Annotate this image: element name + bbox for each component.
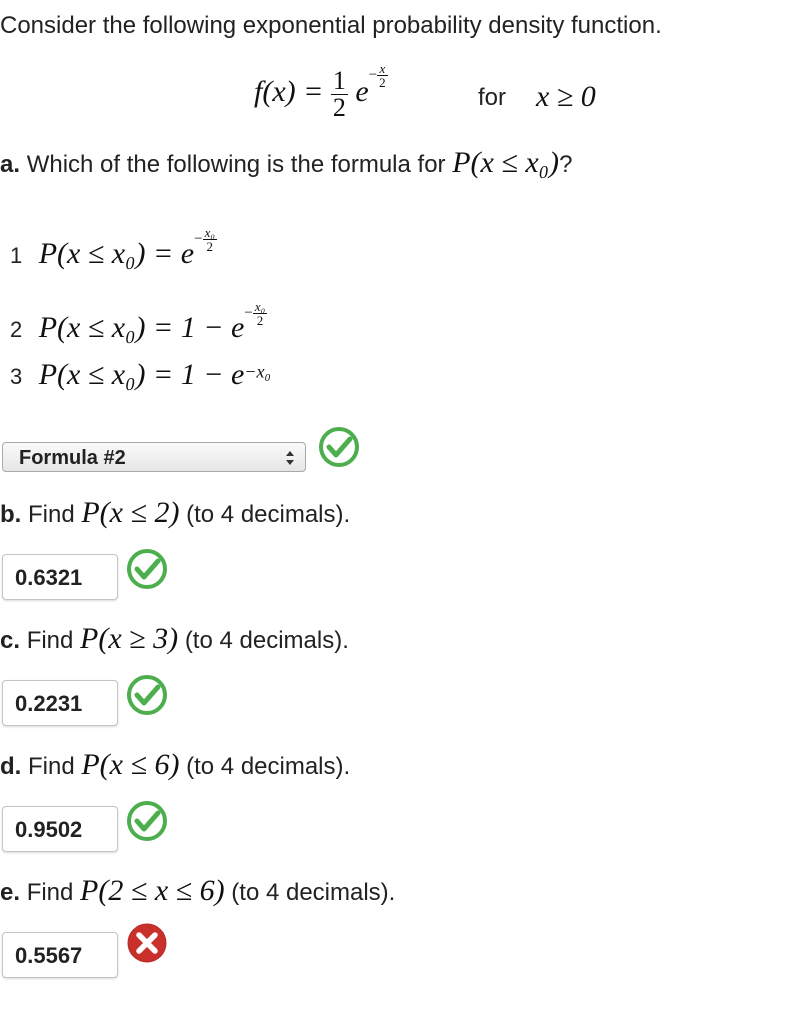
part-e-expr: P(2 ≤ x ≤ 6) xyxy=(80,874,225,907)
pdf-exp-num: x xyxy=(379,61,386,76)
option-3-lhs: P(x ≤ x₀) = 1 − xyxy=(38,358,232,391)
check-icon xyxy=(126,800,168,842)
pdf-formula xyxy=(254,62,388,121)
pdf-coef-num: 1 xyxy=(332,65,346,95)
part-b-answer-input[interactable]: 0.6321 xyxy=(2,554,118,600)
pdf-exp-den: 2 xyxy=(379,75,386,90)
check-icon xyxy=(126,548,168,590)
intro-text: Consider the following exponential probability density function. xyxy=(0,12,662,39)
select-arrows-icon xyxy=(285,449,295,467)
part-a-question xyxy=(0,146,572,180)
check-icon xyxy=(318,426,360,468)
option-2-exp-sign: − xyxy=(244,305,253,321)
option-1 xyxy=(10,226,217,271)
formula-select-value: Formula #2 xyxy=(19,447,126,469)
part-d-expr: P(x ≤ 6) xyxy=(81,748,180,781)
part-d-answer-input[interactable]: 0.9502 xyxy=(2,806,118,852)
option-2-exponent xyxy=(244,300,267,327)
pdf-coef-den: 2 xyxy=(332,92,346,122)
part-b-text-after: (to 4 decimals). xyxy=(186,501,351,528)
option-1-exp-sign: − xyxy=(194,231,203,247)
option-3-base: e xyxy=(231,358,245,391)
pdf-lhs: f(x) = xyxy=(254,74,331,108)
part-c-text-before: Find xyxy=(26,627,74,654)
part-a-qmark: ? xyxy=(559,151,573,178)
part-e-label: e. xyxy=(0,879,21,906)
check-icon xyxy=(126,674,168,716)
part-e-text-after: (to 4 decimals). xyxy=(231,879,396,906)
pdf-exponent xyxy=(369,62,388,89)
part-d-text-after: (to 4 decimals). xyxy=(186,753,351,780)
option-1-number: 1 xyxy=(10,242,23,268)
part-d-label: d. xyxy=(0,753,22,780)
part-d-question xyxy=(0,748,350,782)
pdf-base: e xyxy=(355,74,369,108)
pdf-domain-expr: x ≥ 0 xyxy=(536,80,596,113)
option-1-exp-num: x₀ xyxy=(204,225,215,240)
option-1-lhs: P(x ≤ x₀) = xyxy=(38,236,181,270)
part-e-answer-input[interactable]: 0.5567 xyxy=(2,932,118,978)
pdf-coefficient xyxy=(331,65,348,122)
option-1-exp-den: 2 xyxy=(203,239,217,253)
part-b-question xyxy=(0,496,350,530)
part-e-text-before: Find xyxy=(26,879,74,906)
option-2-exp-den: 2 xyxy=(253,313,267,327)
part-a-text: Which of the following is the formula for xyxy=(26,151,446,178)
option-1-exponent xyxy=(194,226,217,253)
pdf-exp-sign: − xyxy=(368,67,378,83)
option-2 xyxy=(10,300,267,345)
part-b-label: b. xyxy=(0,501,22,528)
part-e-question xyxy=(0,874,395,908)
pdf-domain-word: for xyxy=(478,84,507,111)
option-1-base: e xyxy=(180,236,195,270)
part-c-question xyxy=(0,622,349,656)
part-a-label: a. xyxy=(0,151,21,178)
part-c-label: c. xyxy=(0,627,21,654)
part-c-answer-input[interactable]: 0.2231 xyxy=(2,680,118,726)
option-3 xyxy=(10,358,271,392)
option-2-lhs: P(x ≤ x₀) = 1 − xyxy=(38,310,232,344)
cross-icon xyxy=(126,922,168,964)
part-a-expr: P(x ≤ x₀) xyxy=(452,146,560,179)
option-3-exponent: −x₀ xyxy=(244,361,271,382)
option-2-exp-num: x₀ xyxy=(254,299,266,314)
formula-select[interactable] xyxy=(2,442,306,472)
part-b-text-before: Find xyxy=(28,501,75,528)
part-b-expr: P(x ≤ 2) xyxy=(81,496,180,529)
part-c-text-after: (to 4 decimals). xyxy=(184,627,349,654)
option-2-number: 2 xyxy=(10,316,23,342)
option-2-base: e xyxy=(231,310,245,344)
part-c-expr: P(x ≥ 3) xyxy=(80,622,179,655)
option-3-number: 3 xyxy=(10,364,23,389)
part-d-text-before: Find xyxy=(28,753,75,780)
